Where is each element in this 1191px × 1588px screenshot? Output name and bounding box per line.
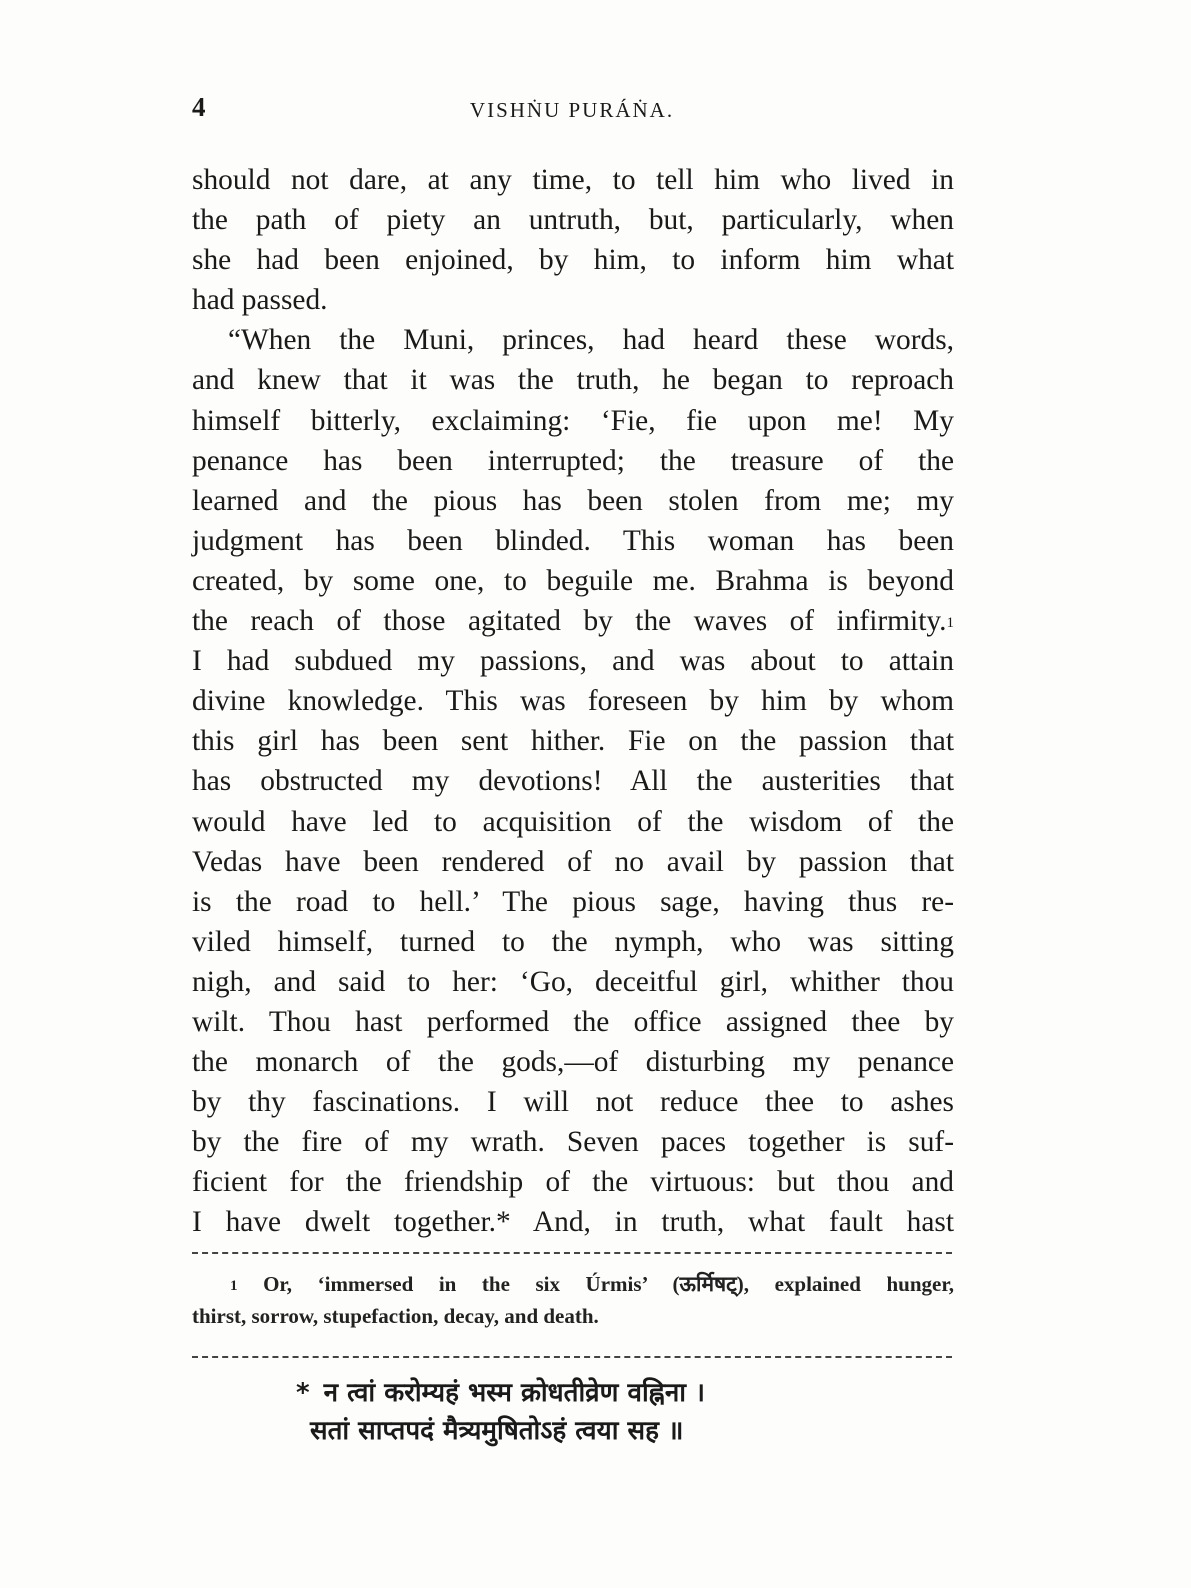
footnote-separator: [192, 1252, 952, 1254]
footnote-line: [192, 1268, 954, 1300]
text-line: learned and the pious has been stolen from me; my: [192, 484, 954, 517]
footnote: [192, 1268, 954, 1332]
sanskrit-text: न त्वां करोम्यहं भस्म क्रोधतीव्रेण वह्निना ।: [323, 1378, 705, 1408]
text-line: I had subdued my passions, and was about to attain: [192, 645, 954, 678]
text-line: judgment has been blinded. This woman has been: [192, 524, 954, 557]
asterisk-marker: *: [296, 1378, 310, 1408]
text-line-with-footnote: [192, 601, 954, 641]
footnote-reference: 1: [946, 615, 954, 632]
sanskrit-line: [296, 1374, 856, 1412]
text-line: and knew that it was the truth, he began to reproach: [192, 364, 954, 397]
text-line: the monarch of the gods,—of disturbing my penance: [192, 1046, 954, 1079]
text-line: she had been enjoined, by him, to inform him what: [192, 244, 954, 277]
text-line-content: the reach of those agitated by the waves of infirmity.: [192, 605, 947, 638]
footnote-marker: 1: [230, 1278, 238, 1294]
text-line: wilt. Thou hast performed the office assigned thee by: [192, 1005, 954, 1038]
text-line: ficient for the friendship of the virtuous: but thou and: [192, 1166, 954, 1199]
text-line: penance has been interrupted; the treasure of the: [192, 444, 954, 477]
text-line: should not dare, at any time, to tell him who lived in: [192, 164, 954, 196]
text-line: created, by some one, to beguile me. Brahma is beyond: [192, 564, 954, 597]
text-line: viled himself, turned to the nymph, who was sitting: [192, 925, 954, 958]
text-line: would have led to acquisition of the wisdom of the: [192, 805, 954, 838]
sanskrit-line: सतां साप्तपदं मैत्र्यमुषितोऽहं त्वया सह ॥: [310, 1416, 684, 1446]
page-header: [192, 92, 952, 132]
sanskrit-note: [296, 1374, 856, 1450]
page-number: 4: [192, 92, 206, 122]
text-line: by thy fascinations. I will not reduce thee to ashes: [192, 1086, 954, 1119]
text-line: nigh, and said to her: ‘Go, deceitful girl, whither thou: [192, 965, 954, 998]
text-line: has obstructed my devotions! All the austerities that: [192, 765, 954, 798]
running-title: VISHṄU PURÁṄA.: [469, 98, 675, 122]
text-line: “When the Muni, princes, had heard these words,: [228, 324, 954, 357]
text-line: by the fire of my wrath. Seven paces together is suf-: [192, 1126, 954, 1159]
text-line: himself bitterly, exclaiming: ‘Fie, fie upon me! My: [192, 404, 954, 437]
text-line: is the road to hell.’ The pious sage, having thus re-: [192, 885, 954, 918]
footnote-line: thirst, sorrow, stupefaction, decay, and death.: [192, 1304, 599, 1328]
footnote-text: Or, ‘immersed in the six Úrmis’ (ऊर्मिषट्), explained hunger,: [263, 1272, 954, 1296]
text-line: Vedas have been rendered of no avail by passion that: [192, 845, 954, 878]
text-line: divine knowledge. This was foreseen by him by whom: [192, 685, 954, 718]
text-line: had passed.: [192, 284, 328, 317]
text-line: this girl has been sent hither. Fie on the passion that: [192, 725, 954, 758]
sanskrit-separator: [192, 1356, 952, 1358]
main-text: [192, 160, 954, 1243]
text-line: I have dwelt together.* And, in truth, what fault hast: [192, 1206, 954, 1239]
text-line: the path of piety an untruth, but, particularly, when: [192, 204, 954, 237]
